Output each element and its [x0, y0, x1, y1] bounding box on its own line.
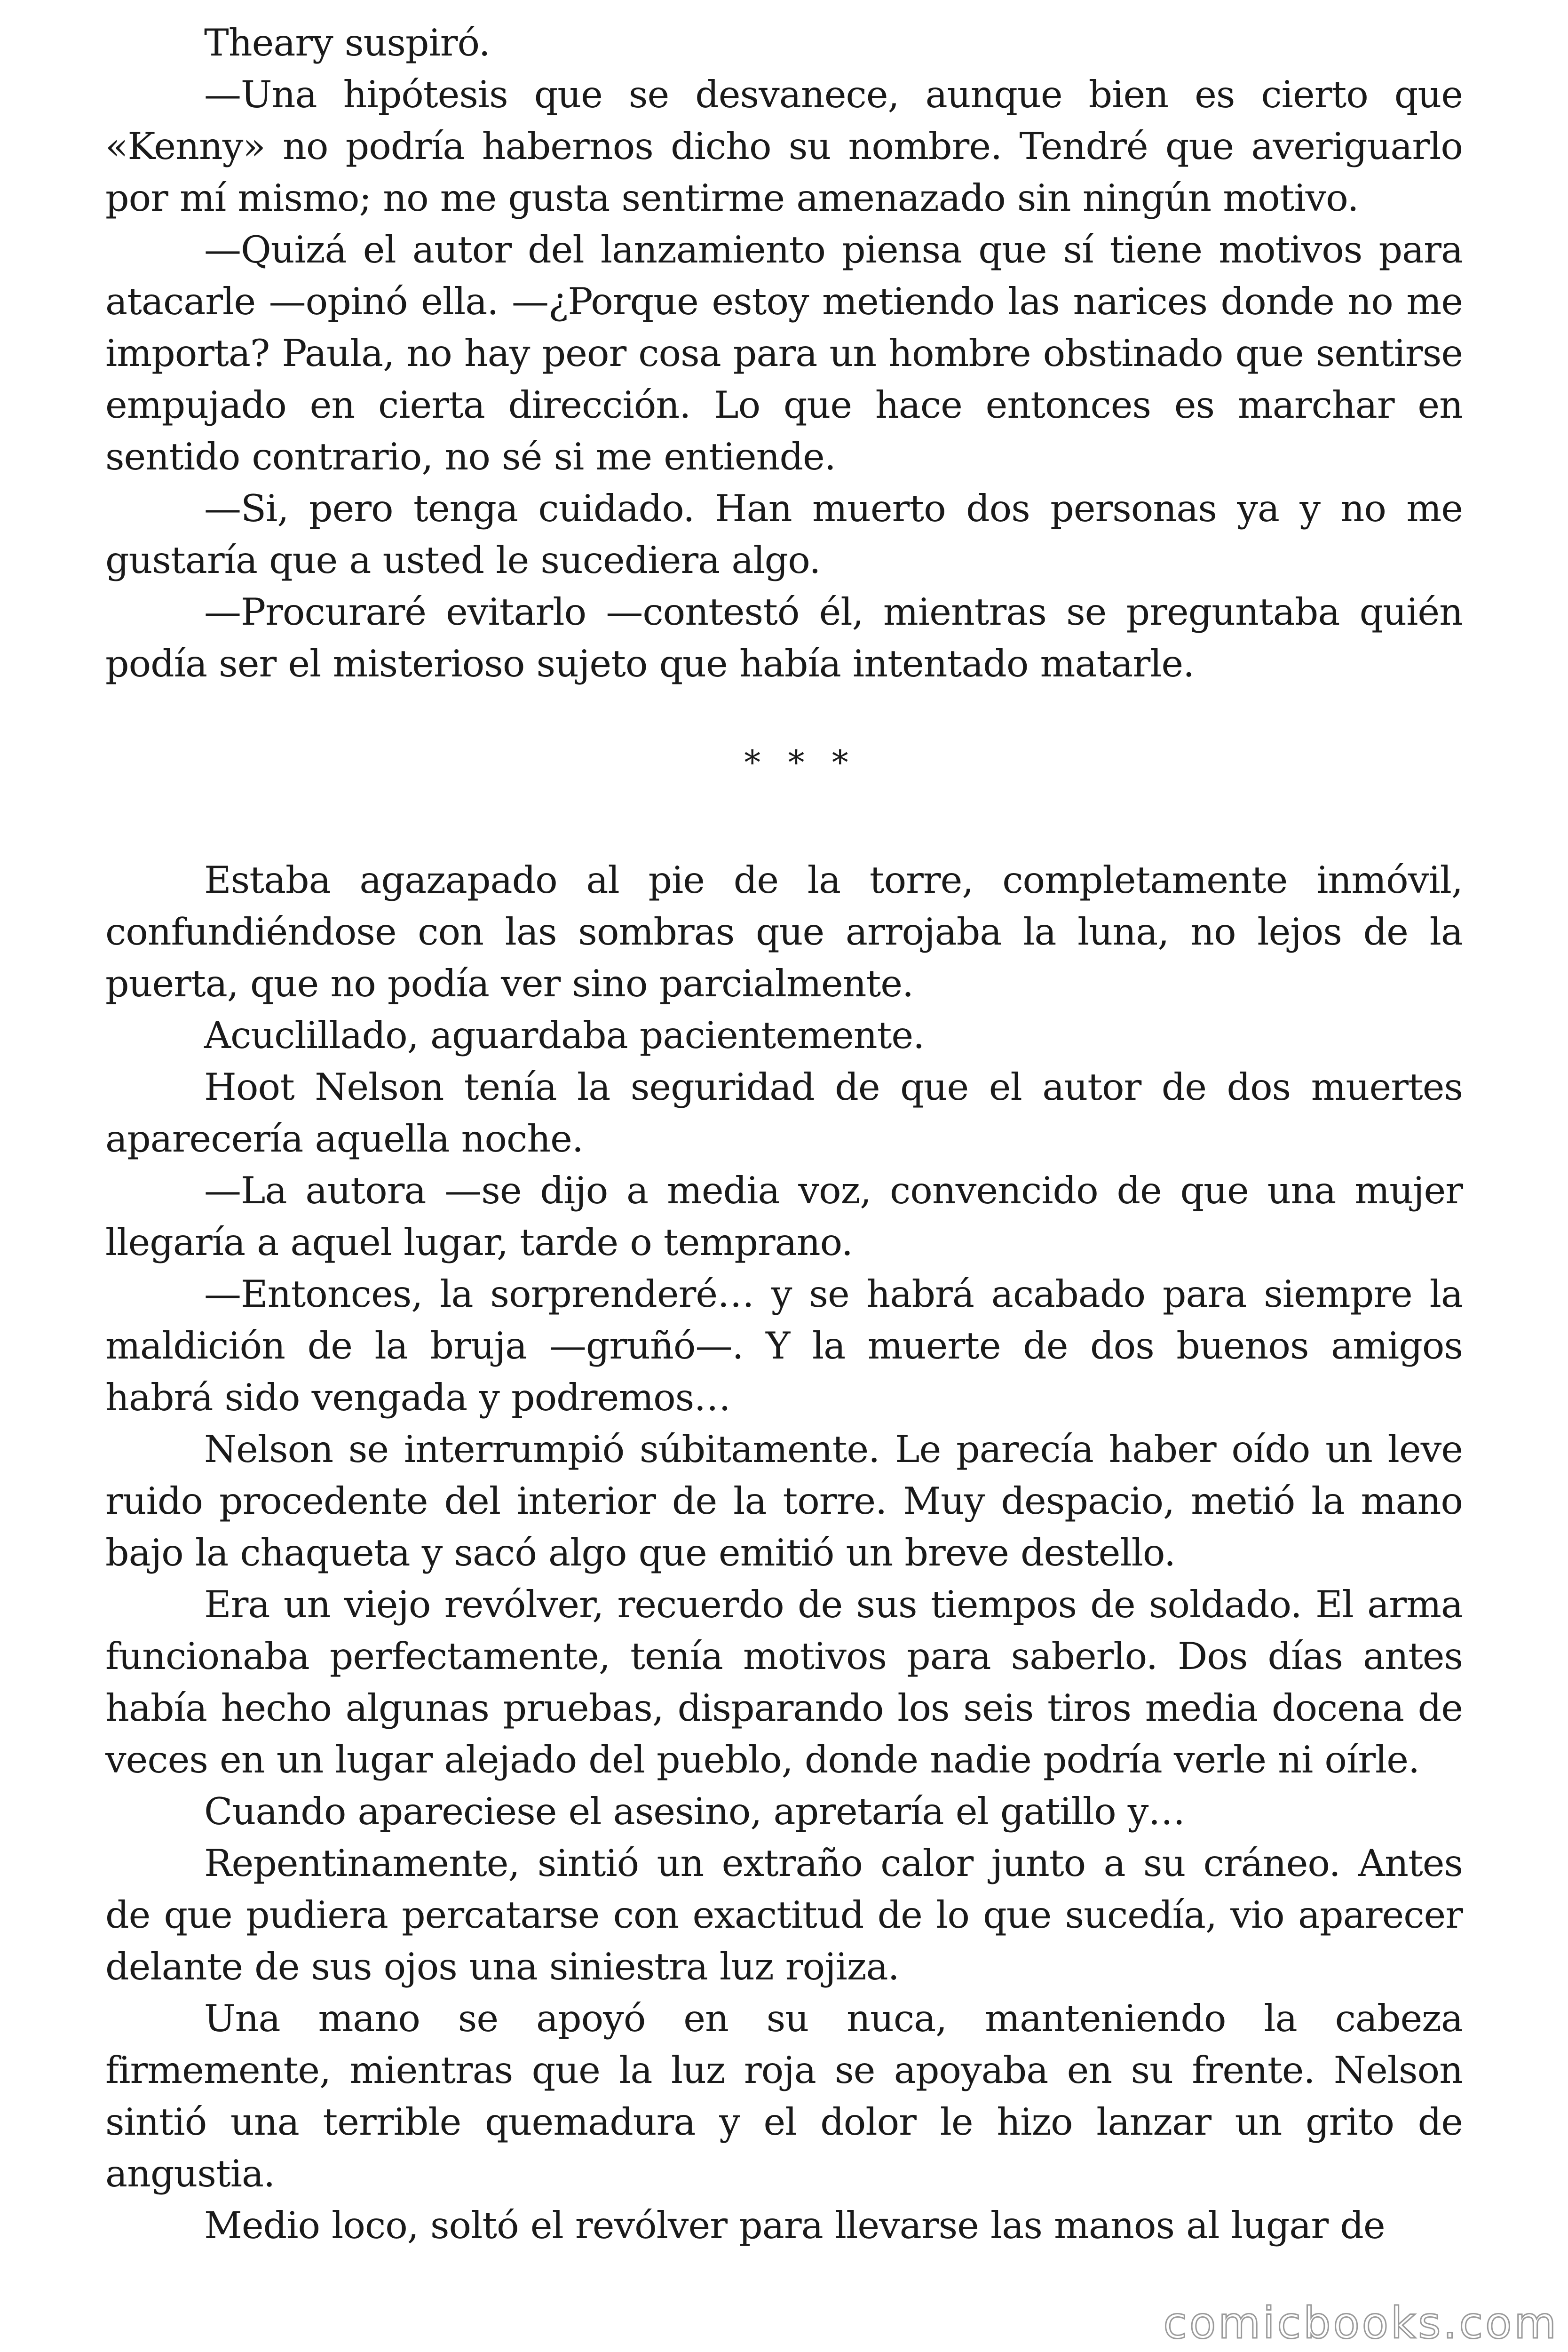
paragraph: Repentinamente, sintió un extraño calor junto a su cráneo. Antes de que pudiera percatarse con exactitud de lo que sucedía, vio aparecer delante de sus ojos una siniestra luz rojiza. — [105, 1842, 1463, 1988]
scene-break-separator: * * * — [744, 743, 857, 782]
paragraph: Nelson se interrumpió súbitamente. Le parecía haber oído un leve ruido procedente del interior de la torre. Muy despacio, metió la mano bajo la chaqueta y sacó algo que emitió un breve destello. — [105, 1428, 1463, 1574]
paragraph: Theary suspiró. — [204, 21, 490, 64]
paragraph: Estaba agazapado al pie de la torre, completamente inmóvil, confundiéndose con las sombras que arrojaba la luna, no lejos de la puerta, que no podía ver sino parcialmente. — [105, 858, 1463, 1005]
paragraph: Medio loco, soltó el revólver para llevarse las manos al lugar de — [204, 2204, 1385, 2247]
paragraph: —Entonces, la sorprenderé… y se habrá acabado para siempre la maldición de la bruja —gruñó—. Y la muerte de dos buenos amigos habrá sido vengada y podremos… — [105, 1272, 1463, 1419]
paragraph: —Quizá el autor del lanzamiento piensa que sí tiene motivos para atacarle —opinó ella. —¿Porque estoy metiendo las narices donde no me importa? Paula, no hay peor cosa para un hombre obstinado que sentirse empujado en cierta dirección. Lo que hace entonces es marchar en sentido contrario, no sé si me entiende. — [105, 228, 1463, 478]
paragraph: Hoot Nelson tenía la seguridad de que el autor de dos muertes aparecería aquella noche. — [105, 1065, 1463, 1160]
paragraph: Era un viejo revólver, recuerdo de sus tiempos de soldado. El arma funcionaba perfectamente, tenía motivos para saberlo. Dos días antes había hecho algunas pruebas, disparando los seis tiros media docena de veces en un lugar alejado del pueblo, donde nadie podría verle ni oírle. — [105, 1583, 1463, 1781]
paragraph: Acuclillado, aguardaba pacientemente. — [204, 1014, 925, 1057]
paragraph: Una mano se apoyó en su nuca, manteniendo la cabeza firmemente, mientras que la luz roja se apoyaba en su frente. Nelson sintió una terrible quemadura y el dolor le hizo lanzar un grito de angustia. — [105, 1997, 1463, 2195]
paragraph: —La autora —se dijo a media voz, convencido de que una mujer llegaría a aquel lugar, tarde o temprano. — [105, 1169, 1463, 1264]
watermark: comicbooks.com — [1163, 2298, 1559, 2348]
book-page — [105, 17, 1463, 2251]
paragraph: —Procuraré evitarlo —contestó él, mientras se preguntaba quién podía ser el misterioso sujeto que había intentado matarle. — [105, 590, 1463, 685]
paragraph: Cuando apareciese el asesino, apretaría el gatillo y… — [204, 1790, 1185, 1833]
paragraph: —Una hipótesis que se desvanece, aunque bien es cierto que «Kenny» no podría habernos dicho su nombre. Tendré que averiguarlo por mí mismo; no me gusta sentirme amenazado sin ningún motivo. — [105, 73, 1463, 220]
paragraph: —Si, pero tenga cuidado. Han muerto dos personas ya y no me gustaría que a usted le sucediera algo. — [105, 487, 1463, 582]
